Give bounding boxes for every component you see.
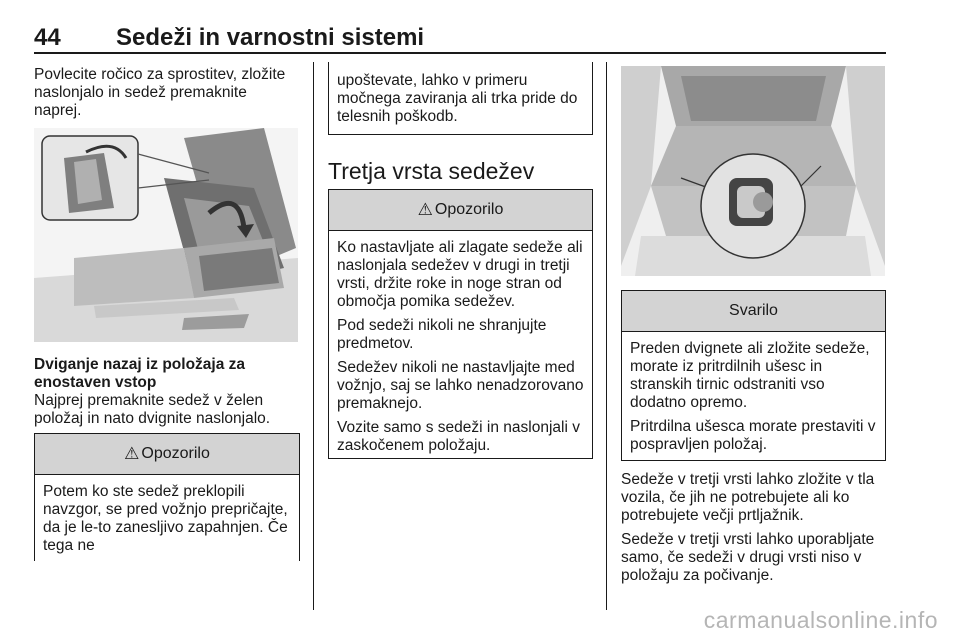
caution-header [622, 291, 885, 332]
warning-title: Opozorilo [434, 201, 504, 218]
warning-box-third-row [328, 189, 593, 459]
warning-body [35, 475, 299, 555]
seat-illustration-svg [34, 128, 298, 342]
page-header [34, 24, 886, 52]
caution-title: Svarilo [729, 302, 778, 319]
warning-paragraph: Vozite samo s sedeži in naslonjali v zaskočenem položaju. [337, 419, 580, 454]
body-paragraph: Sedeže v tretji vrsti lahko zložite v tla vozila, če jih ne potrebujete ali ko potrebujete večji prtljažnik. [621, 471, 875, 524]
page-number: 44 [34, 24, 61, 51]
seat-folding-illustration [34, 128, 298, 342]
subheading-raise-back: Dviganje nazaj iz položaja za enostaven vstop [34, 356, 246, 391]
column-divider [606, 62, 607, 610]
warning-header [329, 190, 592, 231]
warning-box-continuation [328, 62, 593, 135]
header-rule [34, 52, 886, 54]
trunk-illustration-svg [621, 66, 885, 276]
caution-body [622, 332, 885, 454]
warning-triangle-icon: ⚠ [124, 444, 140, 463]
watermark: carmanualsonline.info [703, 607, 938, 633]
section-title: Tretja vrsta sedežev [328, 158, 535, 184]
warning-paragraph: Pod sedeži nikoli ne shranjujte predmetov. [337, 317, 547, 352]
warning-title: Opozorilo [141, 445, 210, 462]
column-3-lower [621, 471, 887, 591]
column-1 [34, 66, 298, 126]
chapter-title: Sedeži in varnostni sistemi [116, 24, 425, 51]
warning-body [329, 231, 592, 455]
caution-paragraph: Preden dvignete ali zložite sedeže, morate iz pritrdilnih ušesc in stranskih tirnic odstraniti vso dodatno opremo. [630, 340, 870, 411]
warning-paragraph: Sedežev nikoli ne nastavljajte med vožnjo, saj se lahko nenadzorovano premaknejo. [337, 359, 584, 412]
warning-text: Potem ko ste sedež preklopili navzgor, se pred vožnjo prepričajte, da je le-to zanesljivo zapahnjen. Če tega ne [43, 483, 288, 554]
warning-paragraph: Ko nastavljate ali zlagate sedeže ali naslonjala sedežev v drugi in tretji vrsti, držite roke in noge stran od območja pomika sedežev. [337, 239, 583, 310]
body-paragraph: Najprej premaknite sedež v želen položaj in nato dvignite naslonjalo. [34, 392, 271, 427]
warning-triangle-icon: ⚠ [417, 200, 433, 219]
caution-paragraph: Pritrdilna ušesca morate prestaviti v pospravljen položaj. [630, 418, 876, 453]
warning-box [34, 433, 300, 561]
caution-box [621, 290, 886, 461]
intro-paragraph: Povlecite ročico za sprostitev, zložite naslonjalo in sedež premaknite naprej. [34, 66, 286, 119]
trunk-illustration [621, 66, 885, 276]
warning-header [35, 434, 299, 475]
column-1-lower [34, 356, 298, 434]
warning-continuation-body [329, 62, 592, 126]
column-divider [313, 62, 314, 610]
body-paragraph: Sedeže v tretji vrsti lahko uporabljate samo, če sedeži v drugi vrsti niso v položaju za počivanje. [621, 531, 875, 584]
warning-continuation-text: upoštevate, lahko v primeru močnega zaviranja ali trka pride do telesnih poškodb. [337, 72, 578, 125]
